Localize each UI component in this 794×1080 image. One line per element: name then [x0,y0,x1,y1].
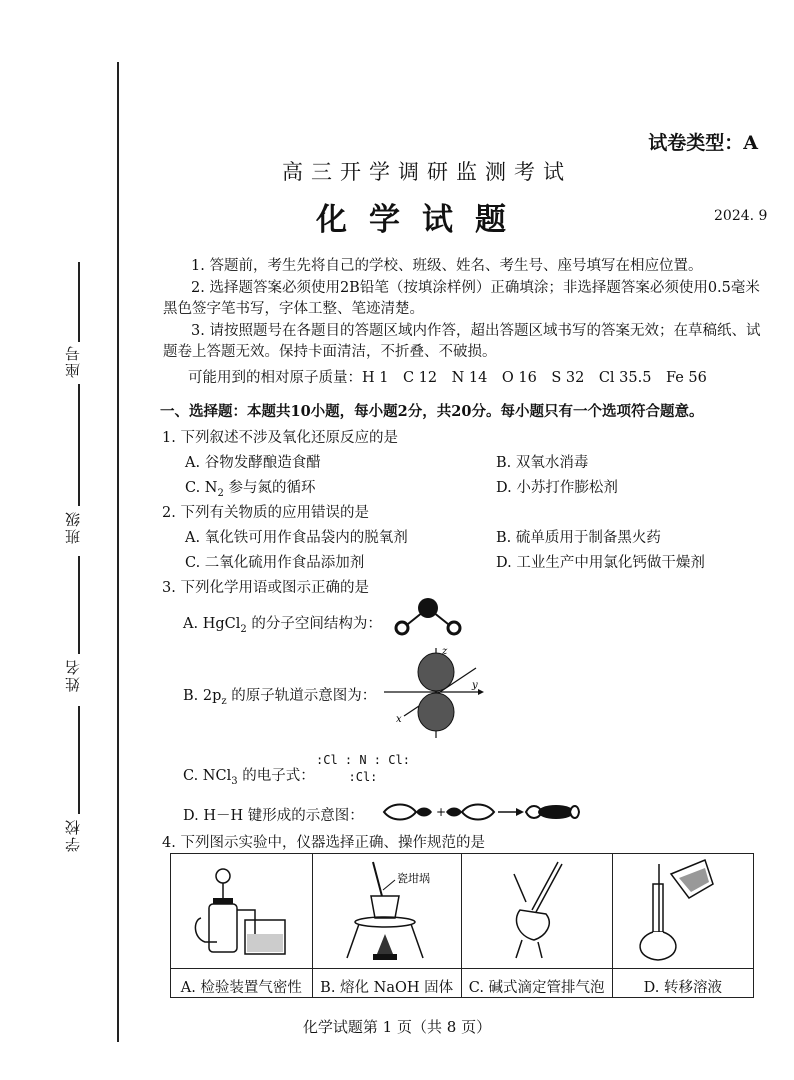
airtightness-apparatus [171,854,311,964]
caption-b: B. 熔化 NaOH 固体 [312,969,461,998]
school-blank[interactable] [78,706,80,814]
q3-option-b: B. $2p_z$ 的原子轨道示意图为： [183,688,377,707]
figure-d [612,854,753,969]
q3-option-a: A. HgCl$_2$ 的分子空间结构为： [183,616,382,635]
caption-d: D. 转移溶液 [612,969,753,998]
page-footer: 化学试题第 1 页（共 8 页） [302,1018,492,1036]
q1-stem: 1. 下列叙述不涉及氧化还原反应的是 [162,430,398,446]
q3-option-d: D. H－H 键形成的示意图： [183,808,364,824]
caption-c: C. 碱式滴定管排气泡 [461,969,612,998]
electron-row-1: :Cl : N : Cl: [316,753,410,767]
exam-title: 高三开学调研监测考试 [282,160,572,184]
note-2: 2. 选择题答案必须使用2B铅笔（按填涂样例）正确填涂；非选择题答案必须使用0.5毫米黑色签字笔书写，字体工整、笔迹清楚。 [163,279,760,317]
q2-option-b: B. 硫单质用于制备黑火药 [496,530,661,546]
q1-option-b: B. 双氧水消毒 [496,455,589,471]
crucible-label: 瓷坩埚 [396,872,430,885]
q2-option-a: A. 氧化铁可用作食品袋内的脱氧剂 [185,530,408,546]
figure-a [171,854,313,969]
subject-title: 化学试题 [316,202,528,238]
instructions [163,256,765,389]
q4-stem: 4. 下列图示实验中，仪器选择正确、操作规范的是 [162,835,485,851]
electron-row-2: :Cl: [348,770,378,784]
q1-option-c: C. $N_2$ 参与氮的循环 [185,480,316,499]
figure-c [461,854,612,969]
note-3: 3. 请按照题号在各题目的答题区域内作答，超出答题区域书写的答案无效；在草稿纸、试题卷上答题无效。保持卡面清洁，不折叠、不破损。 [163,322,761,360]
class-blank[interactable] [78,384,80,506]
q2-option-d: D. 工业生产中用氯化钙做干燥剂 [496,555,705,571]
burette-apparatus [462,854,612,964]
q2-stem: 2. 下列有关物质的应用错误的是 [162,505,369,521]
class-label: 班级 [64,510,82,544]
q3-stem: 3. 下列化学用语或图示正确的是 [162,580,369,596]
name-label: 姓名 [64,658,82,692]
h-h-bond-diagram [380,802,580,822]
exam-date: 2024. 9 [714,208,768,224]
svg-text:+: + [436,805,447,819]
hgcl2-bent-structure [388,596,468,638]
seat-blank[interactable] [78,262,80,342]
paper-type: 试卷类型：A [648,132,758,154]
q1-option-a: A. 谷物发酵酿造食醋 [185,455,321,471]
caption-a: A. 检验装置气密性 [171,969,313,998]
crucible-apparatus [313,854,461,964]
name-blank[interactable] [78,556,80,654]
seat-label: 座号 [64,344,82,378]
axis-y-label: y [472,680,478,691]
section-heading: 一、选择题：本题共10小题，每小题2分，共20分。每小题只有一个选项符合题意。 [160,403,704,420]
atomic-masses: 可能用到的相对原子质量：H 1 C 12 N 14 O 16 S 32 Cl 35.5 Fe 56 [188,369,707,386]
note-1: 1. 答题前，考生先将自己的学校、班级、姓名、考生号、座号填写在相应位置。 [191,258,703,274]
school-label: 学校 [64,818,82,852]
ncl3-electron-formula [316,752,410,786]
axis-z-label: z [442,646,448,657]
axis-x-label: x [396,714,402,725]
2pz-orbital-diagram [384,644,494,742]
q3-option-c: C. NCl$_3$ 的电子式： [183,768,315,787]
q4-figure-table [170,853,754,998]
q1-option-d: D. 小苏打作膨松剂 [496,480,618,496]
q2-option-c: C. 二氧化硫用作食品添加剂 [185,555,365,571]
volumetric-flask-apparatus [613,854,753,964]
figure-b [312,854,461,969]
